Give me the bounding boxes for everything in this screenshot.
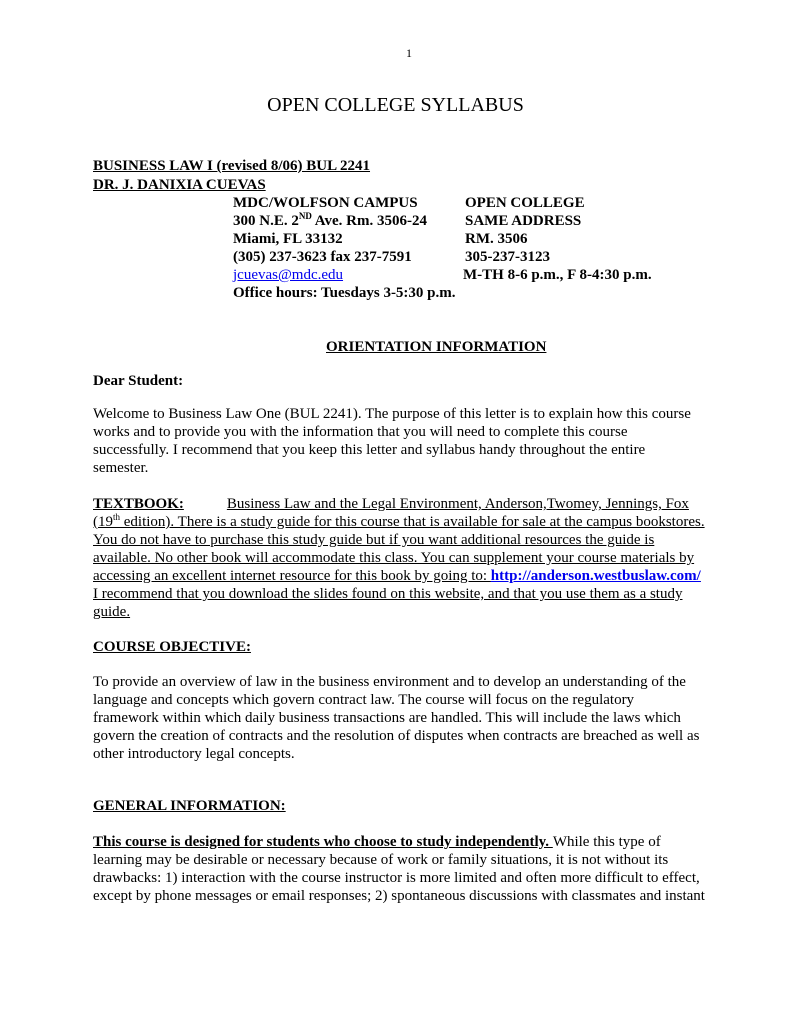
salutation: Dear Student: bbox=[93, 373, 184, 389]
objective-line: govern the creation of contracts and the resolution of disputes when contracts are breached as well as bbox=[93, 728, 700, 744]
open-college-address: SAME ADDRESS bbox=[465, 213, 582, 229]
general-line bbox=[93, 833, 733, 851]
open-college-hours: M-TH 8-6 p.m., F 8-4:30 p.m. bbox=[463, 267, 652, 283]
course-objective-heading: COURSE OBJECTIVE: bbox=[93, 639, 251, 655]
open-college-name: OPEN COLLEGE bbox=[465, 195, 585, 211]
textbook-line: I recommend that you download the slides found on this website, and that you use them as a study bbox=[93, 586, 683, 602]
welcome-line: works and to provide you with the information that you will need to complete this course bbox=[93, 424, 628, 440]
textbook-line bbox=[93, 567, 733, 585]
textbook-line: guide. bbox=[93, 604, 131, 620]
edition-suffix: edition). There is a study guide for this course that is available for sale at the campus bookstores. bbox=[120, 514, 705, 530]
orientation-heading: ORIENTATION INFORMATION bbox=[326, 339, 547, 355]
general-line: learning may be desirable or necessary because of work or family situations, it is not without its bbox=[93, 852, 669, 868]
website-link[interactable]: http://anderson.westbuslaw.com/ bbox=[490, 568, 701, 584]
textbook-access-text: accessing an excellent internet resource for this book by going to: bbox=[93, 568, 491, 584]
welcome-paragraph bbox=[93, 405, 733, 477]
open-college-phone: 305-237-3123 bbox=[465, 249, 550, 265]
welcome-line: successfully. I recommend that you keep this letter and syllabus handy throughout the entire bbox=[93, 442, 646, 458]
page-number: 1 bbox=[406, 46, 412, 60]
textbook-paragraph bbox=[93, 495, 733, 621]
welcome-line: Welcome to Business Law One (BUL 2241). The purpose of this letter is to explain how this course bbox=[93, 406, 691, 422]
general-lead-rest: While this type of bbox=[552, 834, 661, 850]
course-line: BUSINESS LAW I (revised 8/06) BUL 2241 bbox=[93, 158, 371, 174]
email-link[interactable]: jcuevas@mdc.edu bbox=[233, 267, 344, 283]
campus-phone: (305) 237-3623 fax 237-7591 bbox=[233, 249, 412, 265]
textbook-line bbox=[93, 513, 733, 531]
edition-prefix: (19 bbox=[93, 514, 113, 530]
campus-address bbox=[233, 212, 427, 230]
objective-paragraph bbox=[93, 673, 733, 763]
general-line: except by phone messages or email responses; 2) spontaneous discussions with classmates and instant bbox=[93, 888, 705, 904]
campus-city: Miami, FL 33132 bbox=[233, 231, 343, 247]
address-prefix: 300 N.E. 2 bbox=[233, 213, 299, 229]
office-hours: Office hours: Tuesdays 3-5:30 p.m. bbox=[233, 285, 456, 301]
page-title: OPEN COLLEGE SYLLABUS bbox=[267, 94, 524, 116]
objective-line: other introductory legal concepts. bbox=[93, 746, 295, 762]
campus-name: MDC/WOLFSON CAMPUS bbox=[233, 195, 418, 211]
open-college-room: RM. 3506 bbox=[465, 231, 528, 247]
objective-line: framework within which daily business transactions are handled. This will include the laws which bbox=[93, 710, 681, 726]
textbook-line: available. No other book will accommodate this class. You can supplement your course materials by bbox=[93, 550, 695, 566]
general-info-heading: GENERAL INFORMATION: bbox=[93, 798, 286, 814]
textbook-title: Business Law and the Legal Environment, Anderson,Twomey, Jennings, Fox bbox=[226, 496, 689, 512]
textbook-label: TEXTBOOK: bbox=[93, 496, 184, 512]
address-sup: ND bbox=[298, 211, 312, 221]
general-paragraph bbox=[93, 833, 733, 905]
general-lead: This course is designed for students who choose to study independently. bbox=[93, 834, 553, 850]
textbook-line bbox=[93, 495, 733, 513]
general-line: drawbacks: 1) interaction with the course instructor is more limited and often more difficult to effect, bbox=[93, 870, 700, 886]
objective-line: language and concepts which govern contract law. The course will focus on the regulatory bbox=[93, 692, 635, 708]
welcome-line: semester. bbox=[93, 460, 149, 476]
instructor-name: DR. J. DANIXIA CUEVAS bbox=[93, 177, 266, 193]
address-suffix: Ave. Rm. 3506-24 bbox=[311, 213, 427, 229]
edition-sup: th bbox=[113, 512, 121, 522]
objective-line: To provide an overview of law in the business environment and to develop an understanding of the bbox=[93, 674, 686, 690]
textbook-line: You do not have to purchase this study guide but if you want additional resources the guide is bbox=[93, 532, 655, 548]
